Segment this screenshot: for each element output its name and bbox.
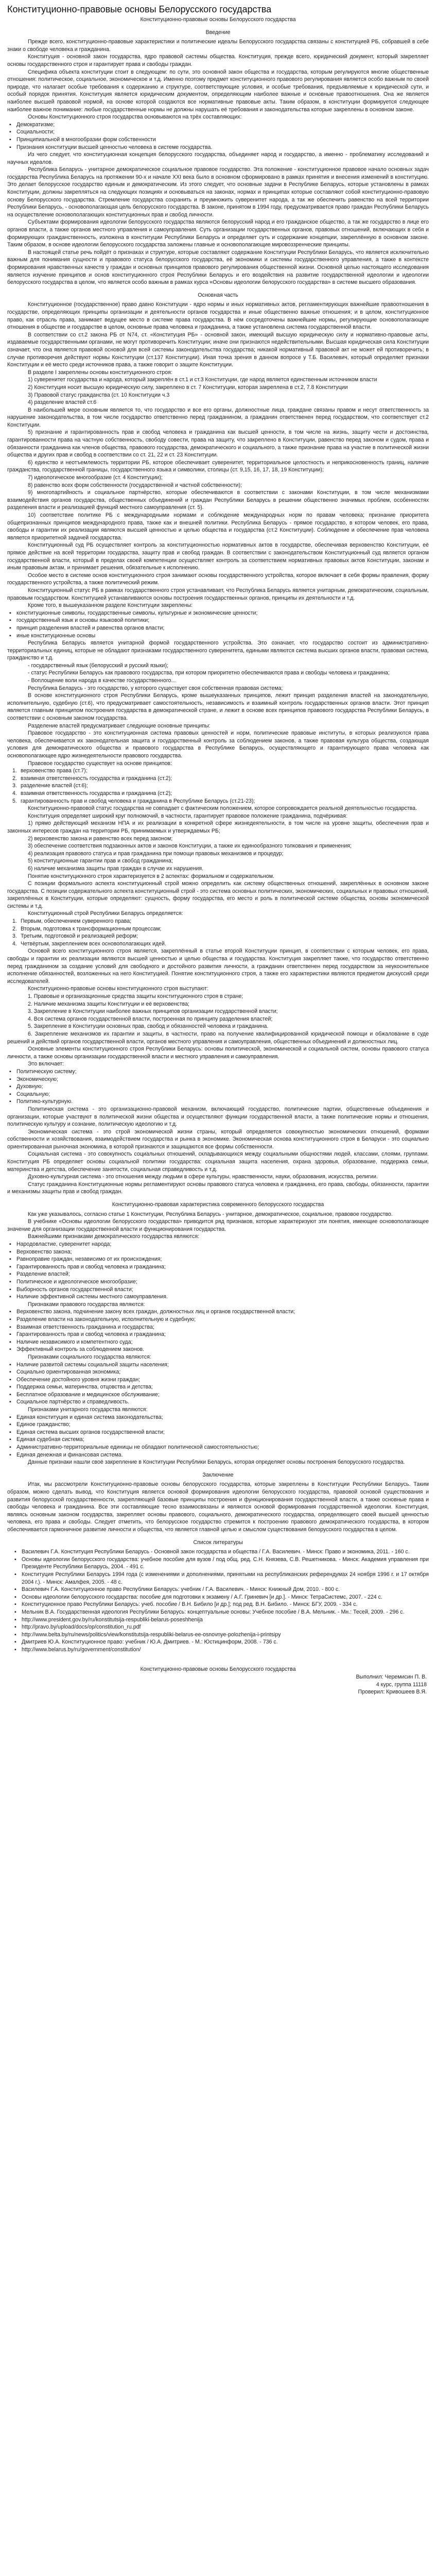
- bullet-icon: ▪: [9, 1248, 11, 1255]
- numbered-item: [7, 775, 429, 783]
- paragraph: 2) Конституция носит высшую юридическую силу, закреплено в ст. 7 Конституции, которая закреплена в ст.2, 7.8 Конституции: [28, 384, 348, 391]
- bullet-text: Единая судебная система;: [16, 1436, 84, 1443]
- bullet-icon: ▪: [9, 1278, 11, 1285]
- reference-item: [7, 1548, 429, 1556]
- bullet-item: [7, 1324, 429, 1331]
- bullet-icon: ▪: [9, 1091, 11, 1097]
- paragraph: 6) наличие механизма защиты прав граждан в случае их нарушения.: [28, 865, 204, 872]
- bullet-icon: ▪: [9, 1316, 11, 1323]
- bullet-text: Социально ориентированная экономика;: [16, 1369, 121, 1376]
- paragraph: Духовно-культурная система - это отношения между людьми в сфере культуры, нравственности, науки, образования, искусства, религии.: [28, 1174, 378, 1180]
- paragraph: Кроме того, в вышеуказанном разделе Конституции закреплены:: [28, 602, 193, 609]
- bullet-icon: ▪: [14, 1639, 16, 1646]
- bullet-text: Гарантированность прав и свобод человека и гражданина;: [16, 1331, 166, 1338]
- bullet-icon: ▪: [9, 1451, 11, 1458]
- reference-item: [7, 1586, 429, 1594]
- reference-text: Основы идеологии белорусского государства: учебное пособие для вузов / под общ. ред. С.Н. Князева, С.В. Решетникова. - Минск: Академия управления при Президенте Республики Беларусь, 2004. - 491 с.: [22, 1556, 429, 1570]
- bullet-item: [7, 1091, 429, 1098]
- reference-text: Конституционное право Республики Беларусь: учеб. пособие / В.Н. Бибило [и др.]; под ред. В.Н. Бибило. - Минск: БГУ, 2009. - 334 с.: [22, 1601, 358, 1608]
- footer-title: Конституционно-правовые основы Белорусского государства: [140, 1666, 296, 1673]
- numbered-item: [7, 925, 429, 933]
- bullet-icon: ▪: [9, 1068, 11, 1075]
- numbered-item: [7, 767, 429, 775]
- bullet-text: Разделение власти на законодательную, исполнительную и судебную;: [16, 1316, 196, 1323]
- bullet-item: [7, 1451, 429, 1459]
- paragraph: 3. Закрепление в Конституции наиболее важных принципов организации государственной власти;: [28, 1008, 278, 1015]
- paragraph: Это включает:: [28, 1061, 64, 1067]
- paragraph: Данные признаки нашли своё закрепление в Конституции Республики Беларусь, которая определяет основы построения белорусского государства.: [28, 1459, 405, 1466]
- reference-text: http://www.president.gov.by/ru/konstitutsija-respubliki-belarus-poseshhenija: [22, 1616, 203, 1623]
- bullet-item: [7, 1421, 429, 1429]
- paragraph: Конституция определяет широкий круг полномочий, в частности, гарантирует правовое положение гражданина, подчёркивая:: [28, 812, 347, 819]
- bullet-text: Политико-культурную.: [16, 1098, 73, 1105]
- reference-text: http://pravo.by/upload/docs/op/constitution_ru.pdf: [22, 1624, 141, 1631]
- paragraph: Прежде всего, конституционно-правовые характеристики и политические идеалы Белорусского государства связаны с конституцией РБ, собравшей в себе знаки о свободе человека и гражданина.: [7, 39, 429, 53]
- paragraph: Экономическая система - это строй экономической жизни страны, который определяется совокупностью экономических отношений, формами собственности и хозяйствования, взаимодействием государства и рынка в экономике. Экономическая основа конституционного строя в Беларуси - это социально ориентированная рыночная экономика, в которой признаются и защищаются все формы собственности.: [7, 1128, 429, 1150]
- item-number: 3.: [12, 783, 17, 789]
- paragraph: 3) обеспечение соответствия подзаконных актов и законов Конституции, а также их единообразного толкования и применения;: [28, 843, 352, 850]
- reference-item[interactable]: [7, 1631, 429, 1639]
- paragraph: Понятие конституционного строя характеризуется в 2 аспектах: формальном и содержательном.: [28, 873, 274, 879]
- bullet-item: [7, 136, 429, 144]
- paragraph: Конституционно-правовые основы конституционного строя выступают:: [28, 986, 208, 992]
- bullet-icon: ▪: [9, 1346, 11, 1353]
- bullet-icon: ▪: [9, 617, 11, 624]
- bullet-icon: ▪: [9, 1241, 11, 1247]
- bullet-icon: ▪: [14, 1594, 16, 1600]
- paragraph: Республика Беларусь является унитарной формой государственного устройства. Это означает, что государство состоит из административно-территориальных единиц, которые не обладают признаками государственного суверенитета, едиными являются система высших органов власти, правовая система, гражданство и т.д.: [7, 640, 429, 662]
- bullet-icon: ▪: [9, 1098, 11, 1105]
- bullet-icon: ▪: [14, 1586, 16, 1593]
- paragraph: Правовое государство существует на основе принципов:: [28, 760, 172, 767]
- bullet-text: Социальное партнёрство и справедливость.: [16, 1399, 130, 1405]
- paragraph: Республика Беларусь - это государство, у которого существует своя собственная правовая система;: [28, 685, 283, 691]
- bullet-text: иные конституционные основы: [16, 632, 96, 639]
- bullet-icon: ▪: [14, 1616, 16, 1623]
- bullet-icon: ▪: [9, 1444, 11, 1451]
- bullet-item: [7, 1256, 429, 1263]
- numbered-text: Четвёртым, закреплением всех основополагающих идей.: [21, 940, 166, 947]
- bullet-icon: ▪: [9, 1399, 11, 1405]
- item-number: 4.: [12, 790, 17, 796]
- reference-text: Конституция Республики Беларусь 1994 года (с изменениями и дополнениями, принятыми на республиканских референдумах 24 ноября 1996 г. и 17 октября 2004 г.). - Минск: Амалфея, 2005. - 48 с.: [22, 1571, 429, 1585]
- section-heading: Конституционно-правовая характеристика современного белорусского государства: [112, 1201, 324, 1208]
- bullet-item: [7, 1368, 429, 1376]
- paragraph: 6. Закрепление механизмов их гарантии и защиты, в частности, право на получение квалифицированной юридической помощи и обжалование в суде решений и действий органов государственной власти, органов местного управления и самоуправления, общественных объединений и должностных лиц.: [7, 1030, 429, 1045]
- bullet-icon: ▪: [9, 121, 11, 128]
- paragraph: Из чего следует, что конституционная концепция белорусского государства, объединяет народ и государство, а именно - проблематику исследований и научных идеалов.: [7, 151, 429, 165]
- reference-item[interactable]: [7, 1646, 429, 1654]
- bullet-icon: ▪: [9, 1384, 11, 1391]
- reference-text: Василевич Г.А. Конституционное право Республики Беларусь: учебник / Г.А. Василевич. - Минск: Книжный Дом, 2010. - 800 с.: [22, 1586, 340, 1593]
- bullet-text: конституционные символы, государственные символы, культурные и экономические ценности;: [16, 609, 258, 616]
- section-heading: Введение: [205, 29, 231, 36]
- paragraph: Конституционно-правовой статус государства не совпадает с фактическим положением, которое сопровождается реальной деятельностью государства.: [28, 805, 417, 812]
- reference-item: [7, 1638, 429, 1646]
- bullet-text: Обеспечение достойного уровня жизни граждан;: [16, 1376, 141, 1383]
- item-number: 2.: [12, 775, 17, 782]
- bullet-item: [7, 121, 429, 129]
- bullet-text: Наличие эффективной системы местного самоуправления.: [16, 1294, 168, 1300]
- paragraph: В учебнике «Основы идеологии белорусского государства» приводится ряд признаков, которые характеризуют эти понятия, имеющие основополагающее значение для организации государственной власти и функционирования государства.: [7, 1218, 429, 1232]
- paragraph: 10) соответствие политике РБ с международными нормами и соблюдение международных норм по правам человека; признание приоритета общепризнанных принципов международного права, также как и внешней политики. Республика Беларусь - прямое государство, в котором человек, его права, свободы и гарантии их реализации являются высшей ценностью и целью общества и государства (ст.2 Конституции). Соблюдение и обеспечение прав человека является приоритетной задачей государства.: [7, 512, 429, 541]
- reference-text: Василевич Г.А. Конституция Республики Беларусь - Основной закон государства и общества / Г.А. Василевич. - Минск: Право и экономика, 2011. - 160 с.: [22, 1549, 410, 1555]
- bullet-icon: ▪: [9, 129, 11, 135]
- numbered-item: [7, 782, 429, 790]
- paragraph: 5) признание и гарантированность прав и свобод человека и гражданина как высшей ценности, в том числе на жизнь, защиту чести и достоинства, гарантированности права на частную собственность, свободу совести, права на защиту, что закреплено в Конституции, равенство перед законом и судом, права и обязанности гражданина как членов общества, правового государства, демократического и социального, а также признание права на участие в политической жизни общества и других прав и свобод в соответствии со ст. 21, 22 и ст. 23 Конституции.: [7, 429, 429, 459]
- bullet-text: Политическую систему;: [16, 1068, 77, 1075]
- bullet-text: Экономическую;: [16, 1076, 58, 1082]
- bullet-icon: ▪: [9, 1421, 11, 1428]
- paragraph: Республика Беларусь - унитарное демократическое социальное правовое государство. Эта положение - конституционное правовое начало основных задач государства Республика Беларусь на протяжении 90-х и начале XXI века было в основном сформировано в рамках принятия и внесения изменений в конституцию. Это делает белорусское государство единым и демократическим. Из этого следует, что основные задачи в Республике Беларусь, которые установлены в рамках Конституции, должны закрепляться на следующих позициях и основываться на законах, нормах и принципах которые составляют собой конституционно-правовую основу Белорусского государства. Стремление государства сохранить и преумножить суверенитет народа, а так же обеспечить равенство на всей территории Республики Беларусь, - основополагающая цель белорусского государства. В законе, принятом в 1994 году, предусматривается право граждан Республики Беларусь на осуществление основополагающих конституционных прав и свобод личности.: [7, 166, 429, 218]
- bullet-text: Единое гражданство;: [16, 1421, 71, 1428]
- paragraph: Разделение властей предусматривает следующие основные принципы:: [28, 722, 211, 729]
- bullet-icon: ▪: [9, 136, 11, 143]
- bullet-text: Равноправие граждан, независимо от их происхождения;: [16, 1256, 162, 1263]
- bullet-text: Духовную;: [16, 1083, 43, 1090]
- bullet-icon: ▪: [9, 1429, 11, 1435]
- paragraph: Политическая система - это организационно-правовой механизм, включающий государство, политические партии, общественные объединения и организации, которые участвуют в политической жизни общества и осуществляют функции государственной власти, а также политические нормы и отношения, политическую культуру и сознание, политическую идеологию и т.д.: [7, 1106, 429, 1128]
- paragraph: Признаками социального государства являются:: [28, 1353, 151, 1360]
- bullet-icon: ▪: [9, 1324, 11, 1330]
- bullet-item: [7, 144, 429, 151]
- references-list: [7, 1548, 429, 1653]
- paragraph: 1) прямо действующий механизм НПА и их реализации в конкретной сфере жизнедеятельности, в том числе на уровне защиты, обеспечения прав и законных интересов граждан на территории РБ, принимаемых и утверждаемых РБ;: [7, 820, 429, 834]
- bullet-text: Социальную;: [16, 1091, 50, 1097]
- bullet-icon: ▪: [14, 1556, 16, 1563]
- bullet-text: Бесплатное образование и медицинское обслуживание;: [16, 1391, 160, 1398]
- bullet-icon: ▪: [9, 609, 11, 616]
- bullet-icon: ▪: [14, 1571, 16, 1578]
- paragraph: В основе конституционного строя Республики Беларусь, кроме вышеуказанных принципов, лежит принцип разделения властей на законодательную, исполнительную, судебную (ст.6), что предусматривает самостоятельность, независимость и взаимный контроль государственных органов власти. Этот принцип является главным принципом построения государства в демократической стране, и лежит в основе всех принципов правового государства Республики Беларусь, в соответствии с основным законом государства.: [7, 692, 429, 722]
- paragraph: С позиции формального аспекта конституционный строй можно определить как систему общественных отношений, закреплённых в основном законе государства. С позиции содержательного аспекта конституционный строй - это система основных политических, экономических, социальных и правовых отношений, закреплённых в Конституции, которые определяют: сущность, форму государства, его место и роль в политической системе общества, основы экономической системы и т.д.: [7, 880, 429, 909]
- bullet-item: [7, 1444, 429, 1451]
- references-heading: Список литературы: [193, 1539, 243, 1546]
- paragraph: Специфика объекта конституции стоит в следующем: по сути, это основной закон общества и государства, которым регулируются многие общественные отношения: политическое, социальное, экономическое и т.д. Именно поэтому предмет конституционного правового регулирования является особо важным по своей природе, что налагает особые требования к содержанию и структуре, соответствующие условия, и особые требования, предъявляемые к юридической сути, и особый порядок принятия. Конституция является юридическим документом, определяющим наиболее важные и основные правоотношения. Она же является наиболее высшей правовой нормой, на основе которой создаются все нормативные правовые акты. Таким образом, в конституции формируется следующее наиболее важное понимание: любые государственные нормы не должны нарушать её требования и законодательства которые закреплены в основном законе.: [7, 69, 429, 113]
- bullet-text: Политическое и идеологическое многообразие;: [16, 1278, 137, 1285]
- bullet-item: [7, 1361, 429, 1369]
- bullet-text: Единая денежная и финансовая система.: [16, 1451, 123, 1458]
- bullet-item: [7, 632, 429, 640]
- bullet-icon: ▪: [14, 1646, 16, 1653]
- bullet-item: [7, 1270, 429, 1278]
- bullet-icon: ▪: [9, 1271, 11, 1278]
- reference-item: [7, 1556, 429, 1571]
- bullet-item: [7, 1241, 429, 1248]
- paragraph: Социальная система - это совокупность социальных отношений, складывающихся между социальными общностями людей, классами, слоями, группами. Конституция РБ определяет основы социальной политики государства: социальная защита населения, охрана здоровья, образование, поддержка семьи, материнства и детства, обеспечение занятости, социальная справедливость и т.д.: [7, 1151, 429, 1173]
- bullet-icon: ▪: [9, 1286, 11, 1293]
- paragraph: - государственный язык (белорусский и русский языки);: [28, 662, 168, 669]
- paragraph: 2) верховенство закона и равенство всех перед законом;: [28, 835, 173, 842]
- bullet-icon: ▪: [14, 1608, 16, 1615]
- paragraph: - статус Республики Беларусь как правового государства, при котором приоритетно обеспечиваются права и свободы человека и гражданина;: [28, 670, 390, 676]
- bullet-item: [7, 1429, 429, 1436]
- paragraph: 1. Правовые и организационные средства защиты конституционного строя в стране;: [28, 993, 243, 999]
- bullet-icon: ▪: [9, 1294, 11, 1300]
- numbered-text: гарантированность прав и свобод человека и гражданина в Республике Беларусь (ст.21-23);: [21, 798, 255, 804]
- bullet-icon: ▪: [9, 1338, 11, 1345]
- reference-text: Мельник В.А. Государственная идеология Республики Беларусь: концептуальные основы: Учебное пособие / В.А. Мельник. - Мн.: Тесей, 2009. - 296 с.: [22, 1608, 405, 1615]
- paragraph: - Воплощение воли народа в качестве государственного...: [28, 677, 176, 684]
- paragraph: В соответствии со ст.2 закона РБ от N74, ст. «Конституция РБ» - основной закон, имеющий высшую юридическую силу и нормативно-правовые акты, издаваемые государственными органами, не могут противоречить Конституции; иначе они признаются недействительными. Высшая юридическая сила Конституции означает, что она является правовой основой для всей системы законодательства государства; никакой нормативный правовой акт не может ей противоречить; в случае противоречия действуют нормы Конституции (ст.137 Конституции). Иная точка зрения в данном вопросе у Т.Б. Василевич, который определяет признаки Конституции и её место среди источников права, а также говорит о защите Конституции.: [7, 331, 429, 368]
- numbered-text: разделение властей (ст.6);: [21, 783, 88, 789]
- bullet-text: Эффективный контроль за соблюдением законов.: [16, 1346, 145, 1353]
- bullet-icon: ▪: [14, 1601, 16, 1608]
- bullet-icon: ▪: [9, 624, 11, 631]
- bullet-item: [7, 1376, 429, 1384]
- bullet-item: [7, 1391, 429, 1399]
- bullet-icon: ▪: [9, 144, 11, 150]
- paragraph: В разделе I закреплены основы конституционного строя:: [28, 369, 172, 376]
- bullet-text: Социальности;: [16, 129, 55, 135]
- numbered-item: [7, 933, 429, 940]
- reference-text: Дмитриев Ю.А. Конституционное право: учебник / Ю.А. Дмитриев. - М.: Юстицинформ, 2008. - 736 с.: [22, 1639, 278, 1646]
- paragraph: Конституционный строй Республики Беларусь определяется:: [28, 910, 183, 917]
- bullet-item: [7, 1436, 429, 1444]
- item-number: 2.: [12, 925, 17, 932]
- bullet-icon: ▪: [9, 1376, 11, 1383]
- paragraph: Конституция - основной закон государства, ядро правовой системы общества. Конституция, прежде всего, юридический документ, который закрепляет основы государственного строя и гарантирует права и свободы граждан.: [7, 54, 429, 67]
- section-heading: Заключение: [202, 1471, 234, 1478]
- bullet-item: [7, 1308, 429, 1316]
- paragraph: Как уже указывалось, согласно статье 1 Конституции, Республика Беларусь - унитарное, демократическое, социальное, правовое государство.: [28, 1211, 393, 1217]
- bullet-text: Единая система высших органов государственной власти;: [16, 1429, 165, 1435]
- bullet-text: Признания конституции высшей ценностью человека в системе государства.: [16, 144, 213, 150]
- bullet-icon: ▪: [9, 1083, 11, 1090]
- paragraph: В настоящей статье речь пойдёт о признаках и структуре, которые составляют содержание Конституции Республики Беларусь, что является исключительно важным для понимания сущности и правового статуса белорусского государства, её экономики и системы государственного управления, а также в контексте формирования нравственных качеств у граждан и основных принципов правового регулирования общественной жизни. Основной целью настоящего исследования является изучение принципов и основ конституционного строя Республики Беларусь и его воздействия на развитие государственной идеологии и идеологии белорусского государства в целом, что является особо важным в рамках курса «Основы идеологии белорусского государства» в системе высшего образования.: [7, 249, 429, 286]
- bullet-text: Народовластие, суверенитет народа;: [16, 1241, 112, 1247]
- bullet-text: государственный язык и основы языковой политики;: [16, 617, 150, 624]
- bullet-text: Гарантированность прав и свобод человека и гражданина;: [16, 1263, 166, 1270]
- bullet-icon: ▪: [9, 632, 11, 639]
- bullet-text: Верховенство закона, подчинение закону всех граждан, должностных лиц и органов государственной власти;: [16, 1309, 295, 1315]
- item-number: 4.: [12, 940, 17, 947]
- bullet-icon: ▪: [9, 1309, 11, 1315]
- paragraph: Признаками унитарного государства являются:: [28, 1406, 148, 1413]
- bullet-item: [7, 617, 429, 624]
- paragraph: Конституционный статус РБ в рамках государственного строя устанавливает, что Республика Беларусь является унитарным, демократическим, социальным, правовым государством. Конституцией устанавливаются основы построения государственных органов, принципы их деятельности и т.д.: [7, 587, 429, 601]
- bullet-text: Поддержка семьи, материнства, отцовства и детства;: [16, 1384, 153, 1391]
- reference-item[interactable]: [7, 1623, 429, 1631]
- paragraph: 4. Вся система органов государственной власти, построенная по принципу разделения властей;: [28, 1015, 273, 1022]
- bullet-text: Принципиальной в многообразии форм собственности: [16, 136, 156, 143]
- reference-item: [7, 1608, 429, 1616]
- document-title: Конституционно-правовые основы Белорусского государства: [7, 4, 272, 14]
- bullet-item: [7, 1398, 429, 1406]
- bullet-icon: ▪: [9, 1076, 11, 1082]
- paragraph: 4) разделение властей ст.6: [28, 399, 97, 406]
- reference-item: [7, 1601, 429, 1608]
- item-number: 3.: [12, 933, 17, 940]
- document-body: [7, 29, 429, 1534]
- reference-item[interactable]: [7, 1616, 429, 1624]
- bullet-icon: ▪: [9, 1256, 11, 1263]
- bullet-icon: ▪: [9, 1436, 11, 1443]
- bullet-item: [7, 1383, 429, 1391]
- bullet-icon: ▪: [14, 1549, 16, 1555]
- bullet-item: [7, 1338, 429, 1346]
- numbered-text: взаимная ответственность государства и гражданина (ст.2);: [21, 790, 172, 796]
- paragraph: 6) единство и неотъемлемость территории РБ, которое обеспечивает суверенитет, территориальное целостность и неприкосновенность границ, наличие гражданства, государственной границы, государственного языка и символики, столицы (ст. 9,15, 16, 17, 18, 19 Конституции);: [7, 459, 429, 473]
- paragraph: Особое место в системе основ конституционного строя занимают основы государственного устройства, которое включает в себя формы правления, форму государственного устройства, а также политический режим.: [7, 572, 429, 586]
- paragraph: Признаками правового государства являются:: [28, 1301, 145, 1308]
- bullet-item: [7, 128, 429, 136]
- bullet-item: [7, 1068, 429, 1076]
- bullet-icon: ▪: [9, 1369, 11, 1376]
- bullet-icon: ▪: [14, 1631, 16, 1638]
- bullet-item: [7, 1076, 429, 1083]
- numbered-text: Первым, обеспечением суверенного права;: [21, 918, 132, 925]
- paragraph: 1) суверенитет государства и народа, который закреплён в ст.1 и ст.3 Конституции, где народ является единственным источником власти: [28, 377, 377, 383]
- bullet-item: [7, 1346, 429, 1353]
- reference-text: http://www.belarus.by/ru/government/constitution/: [22, 1646, 141, 1653]
- footer-group: 4 курс, группа 11118: [376, 1681, 427, 1688]
- bullet-item: [7, 1263, 429, 1271]
- footer-checker: Проверил: Кривошеев В.Я.: [358, 1689, 427, 1696]
- paragraph: 5) конституционные гарантии прав и свобод гражданина;: [28, 858, 173, 865]
- bullet-text: принцип разделения властей и равенства органов власти;: [16, 624, 165, 631]
- numbered-item: [7, 790, 429, 798]
- paragraph: 3) Правовой статус гражданства (ст. 10 Конституции ч.3: [28, 392, 170, 398]
- document-subtitle: Конституционно-правовые основы Белорусского государства: [140, 16, 296, 23]
- bullet-item: [7, 1293, 429, 1301]
- reference-item: [7, 1594, 429, 1601]
- item-number: 5.: [12, 798, 17, 804]
- bullet-item: [7, 1248, 429, 1256]
- paragraph: Основные элементы конституционного строя Республики Беларусь: основы политической, экономической и социальной систем, основы правового статуса личности, а также основы организации государственной власти и местного управления и самоуправления.: [7, 1046, 429, 1060]
- paragraph: 8) равенство всех форм собственности (государственной и частной собственности);: [28, 482, 242, 488]
- section-heading: Основная часть: [198, 292, 238, 298]
- numbered-text: взаимная ответственность государства и гражданина (ст.2);: [21, 775, 172, 782]
- bullet-item: [7, 1083, 429, 1091]
- bullet-icon: ▪: [9, 1331, 11, 1338]
- paragraph: Итак, мы рассмотрели Конституционно-правовые основы белорусского государства, которые закреплены в Конституции Республики Беларусь. Таким образом, можно сделать вывод, что Конституция является основой формирования идеологии белорусского государства, правовой основой существования и развития белорусской государственности, закрепляющей базовые принципы построения и функционирования государственной власти, а также основные права и свободы человека и гражданина. Все эти составляющие тесно взаимосвязаны и являются основой формирования государственной идеологии. Конституция, являясь основным законом государства, закрепляет основы правового, социального, демократического государства, определяющего своей высшей ценностью человека, его права и свободы. Следует отметить, что белорусское государство стремится к построению правового демократического государства, в котором обеспечивается гармоничное развитие личности и общества, что является главной целью и смыслом существования белорусского государства в целом.: [7, 1481, 429, 1533]
- bullet-text: Единая конституция и единая система законодательства;: [16, 1414, 163, 1420]
- bullet-item: [7, 1278, 429, 1286]
- reference-text: http://www.belta.by/ru/news/politics/view/konstitutsija-respubliki-belarus-ee-osnovnye-polozhenija-i-printsipy: [22, 1631, 281, 1638]
- bullet-text: Выборность органов государственной власти;: [16, 1286, 133, 1293]
- bullet-text: Взаимная ответственность гражданина и государства;: [16, 1324, 154, 1330]
- footer-author: Выполнил: Черемисин П. В.: [356, 1674, 427, 1681]
- bullet-item: [7, 1316, 429, 1324]
- bullet-text: Административно-территориальные единицы не обладают политической самостоятельностью;: [16, 1444, 259, 1451]
- paragraph: Статус гражданина Конституционные нормы регламентируют основы правового статуса человека и гражданина, его права, свободы, обязанности, гарантии и механизмы защиты прав и свобод граждан.: [7, 1181, 429, 1195]
- paragraph: 5. Закрепление в Конституции основных прав, свобод и обязанностей человека и гражданина.: [28, 1023, 269, 1030]
- bullet-icon: ▪: [9, 1391, 11, 1398]
- bullet-icon: ▪: [14, 1624, 16, 1631]
- bullet-item: [7, 1414, 429, 1421]
- numbered-text: Третьим, подготовкой и реализацией реформ;: [21, 933, 138, 940]
- reference-item: [7, 1571, 429, 1586]
- item-number: 1.: [12, 768, 17, 774]
- bullet-item: [7, 624, 429, 632]
- paragraph: Конституционный суд РБ осуществляет контроль за конституционностью нормативных актов в государстве, обеспечивая верховенство Конституции, её прямое действие на всей территории государства, защиту прав и свобод граждан. В соответствии с законодательством Конституционный суд является органом государственной власти, который в пределах своей компетенции осуществляет контроль за соответствием нормативных правовых актов Конституции, законам и иным правовым актам, и принимает решения, обязательные к исполнению.: [7, 542, 429, 571]
- paragraph: Основой всего конституционного строя является, закреплённый в статье второй Конституции принцип, в соответствии с которым человек, его права, свободы и гарантии их реализации являются высшей ценностью и целью общества и государства. Конституция закрепляет также, что государство ответственно перед гражданином за создание условий для свободного и достойного развития личности, а гражданин ответственен перед государством за неукоснительное исполнение обязанностей, возложенных на него Конституцией. Понятие конституционного строя, а также его характеристики являются предметом дискуссий среди исследователей.: [7, 948, 429, 985]
- numbered-text: Вторым, подготовка к трансформационным процессам;: [21, 925, 162, 932]
- bullet-text: Наличие развитой системы социальной защиты населения;: [16, 1361, 169, 1368]
- numbered-item: [7, 798, 429, 805]
- paragraph: 2. Наличие механизма защиты Конституции и её верховенства;: [28, 1001, 189, 1007]
- bullet-item: [7, 609, 429, 617]
- bullet-text: Верховенство закона;: [16, 1248, 72, 1255]
- paragraph: Основы Конституционного строя государства основываются на трёх составляющих:: [28, 114, 242, 121]
- paragraph: Субъектами формирования идеологии белорусского государства являются белорусский народ и его гражданское общество, а так же государство в лице его органов власти, а также органов местного управления и самоуправления. Суть организации государственных органов, правовых отношений, включающих в себя и формирующих гражданственность, изложена в конституции Республики Беларусь и определяет суть и содержание концепции, закреплённую в основном законе. Таким образом, в основе идеологии белорусского государства заложены главные и основополагающие мировоззренческие принципы.: [7, 219, 429, 248]
- bullet-text: Разделение властей;: [16, 1271, 70, 1278]
- item-number: 1.: [12, 918, 17, 925]
- numbered-item: [7, 940, 429, 948]
- numbered-text: верховенство права (ст.7);: [21, 768, 88, 774]
- reference-text: Основы идеологии белорусского государства: пособие для подготовки к экзамену / А.Г. Гриневич [и др.]. - Минск: ТетраСистемс, 2007. - 224 с.: [22, 1594, 382, 1600]
- paragraph: 7) идеологическое многообразие (ст. 4 Конституции);: [28, 474, 163, 481]
- bullet-item: [7, 1098, 429, 1106]
- paragraph: 9) многопартийность и социальное партнёрство, которые обеспечиваются в соответствии с законами Конституции, в том числе механизмами взаимодействия органов государства, общественных объединений и граждан Республики Беларусь в решении общественно значимых проблем, особенностях разделения власти и реализацией функций местного самоуправления (ст. 5).: [7, 489, 429, 511]
- bullet-item: [7, 1331, 429, 1338]
- paragraph: В наибольшей мере основным является то, что государство и все его органы, должностные лица, граждане связаны правом и несут ответственность за нарушение законодательства, в том числе государство ответственно перед гражданином, а гражданин ответственен перед государством, что соответствует ст.2 Конституции.: [7, 406, 429, 428]
- bullet-item: [7, 1286, 429, 1294]
- paragraph: 4) реализация правового статуса и прав гражданина при помощи правовых механизмов и процедур;: [28, 850, 284, 857]
- paragraph: Конституционное (государственное) право давно Конституции - ядро нормы и иных нормативных актов, регламентирующих важнейшие правоотношения в государстве, определяющих принципы организации и деятельности органов государства и иные общественно важные отношения; и в целом, конституционное право, как отрасль права, занимает ведущее место в системе права государства. В нём сосредоточены важнейшие нормы, регулирующие основополагающие отношения в обществе и государстве в целом, основные права человека и гражданина, а также установлена система государственной власти.: [7, 301, 429, 331]
- paragraph: Важнейшими признаками демократического государства являются:: [28, 1233, 200, 1240]
- bullet-text: Наличие независимого и компетентного суда;: [16, 1338, 133, 1345]
- bullet-icon: ▪: [9, 1414, 11, 1420]
- paragraph: Правовое государство - это конституционная система правовых ценностей и норм, политические правовые институты, в которых реализуются права человека, обеспечивается их законодательная защита и государственный контроль за соблюдением законов, а также правовая культура общества, создающая условия для демократического общества и правового государства в Республике Беларусь, осуществляющего и гарантирующего права человека как основополагающее ядро жизнедеятельности правового государства.: [7, 730, 429, 759]
- numbered-item: [7, 918, 429, 925]
- document-footer: [7, 1666, 429, 1696]
- bullet-icon: ▪: [9, 1361, 11, 1368]
- bullet-text: Демократизме;: [16, 121, 55, 128]
- bullet-icon: ▪: [9, 1263, 11, 1270]
